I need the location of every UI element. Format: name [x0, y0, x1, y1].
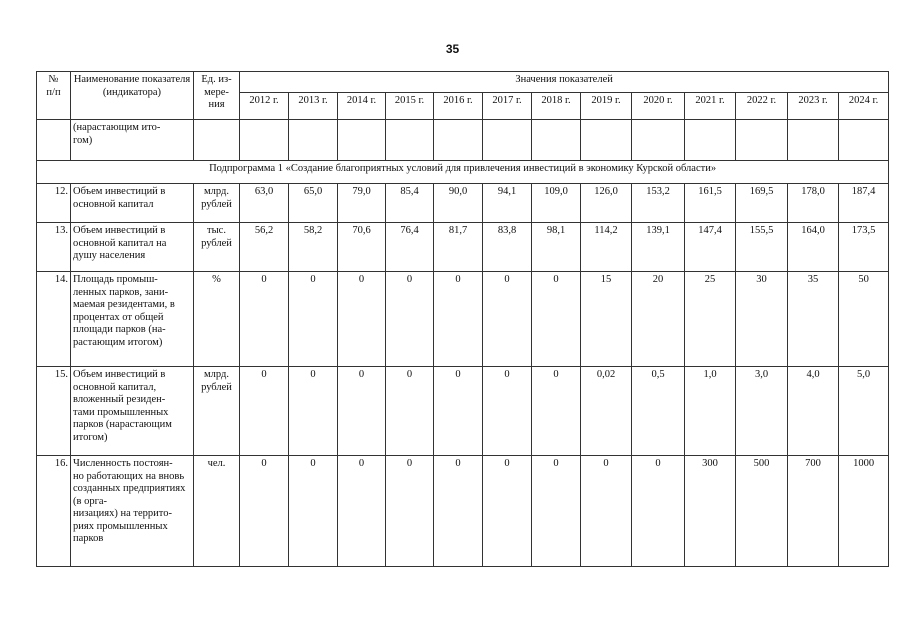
value-cell: 126,0	[581, 184, 632, 223]
value-cell: 0	[532, 272, 581, 367]
value-cell: 63,0	[240, 184, 289, 223]
value-cell	[434, 120, 483, 161]
value-cell: 0	[386, 272, 434, 367]
value-cell: 35	[788, 272, 839, 367]
value-cell: 50	[839, 272, 889, 367]
value-cell: 139,1	[632, 223, 685, 272]
value-cell	[632, 120, 685, 161]
value-cell: 155,5	[736, 223, 788, 272]
header-year: 2014 г.	[338, 93, 386, 120]
row-unit: тыс. рублей	[194, 223, 240, 272]
value-cell: 0	[338, 367, 386, 456]
value-cell	[685, 120, 736, 161]
value-cell	[289, 120, 338, 161]
value-cell: 30	[736, 272, 788, 367]
value-cell: 79,0	[338, 184, 386, 223]
value-cell: 300	[685, 456, 736, 567]
header-unit-text: Ед. из- мере- ния	[201, 74, 232, 110]
header-name-text: Наименование показателя (индикатора)	[73, 74, 191, 98]
value-cell: 0	[434, 367, 483, 456]
value-cell: 65,0	[289, 184, 338, 223]
indicators-table	[36, 71, 889, 567]
value-cell: 173,5	[839, 223, 889, 272]
header-year: 2021 г.	[685, 93, 736, 120]
value-cell: 98,1	[532, 223, 581, 272]
value-cell: 109,0	[532, 184, 581, 223]
value-cell: 0	[289, 456, 338, 567]
value-cell: 85,4	[386, 184, 434, 223]
table-row	[37, 223, 889, 272]
value-cell: 0	[240, 272, 289, 367]
header-year: 2019 г.	[581, 93, 632, 120]
header-year: 2020 г.	[632, 93, 685, 120]
row-name-cell	[71, 120, 194, 161]
value-cell: 0	[338, 272, 386, 367]
table-row	[37, 184, 889, 223]
value-cell: 58,2	[289, 223, 338, 272]
value-cell	[338, 120, 386, 161]
value-cell: 0	[483, 367, 532, 456]
subprogram-title: Подпрограмма 1 «Создание благоприятных условий для привлечения инвестиций в экономику Курской области»	[37, 161, 889, 184]
value-cell: 83,8	[483, 223, 532, 272]
continuation-row	[37, 120, 889, 161]
value-cell: 0	[532, 456, 581, 567]
header-row	[37, 72, 889, 93]
value-cell: 0,02	[581, 367, 632, 456]
header-year: 2016 г.	[434, 93, 483, 120]
row-name: Площадь промыш- ленных парков, зани- маемая резидентами, в процентах от общей площади парков (на- растающим итогом)	[73, 274, 175, 348]
value-cell: 0	[386, 456, 434, 567]
value-cell: 56,2	[240, 223, 289, 272]
value-cell: 20	[632, 272, 685, 367]
value-cell: 94,1	[483, 184, 532, 223]
value-cell	[483, 120, 532, 161]
row-num: 13.	[37, 223, 71, 272]
header-year: 2015 г.	[386, 93, 434, 120]
value-cell: 164,0	[788, 223, 839, 272]
row-unit-cell	[194, 120, 240, 161]
value-cell: 1,0	[685, 367, 736, 456]
row-num-cell	[37, 120, 71, 161]
value-cell	[386, 120, 434, 161]
value-cell: 147,4	[685, 223, 736, 272]
row-num: 16.	[37, 456, 71, 567]
value-cell: 700	[788, 456, 839, 567]
row-name: Объем инвестиций в основной капитал на душу населения	[71, 223, 194, 272]
header-unit	[194, 72, 240, 120]
value-cell: 3,0	[736, 367, 788, 456]
row-unit: млрд. рублей	[194, 184, 240, 223]
value-cell: 70,6	[338, 223, 386, 272]
value-cell: 0	[386, 367, 434, 456]
value-cell: 0	[434, 272, 483, 367]
row-unit: чел.	[194, 456, 240, 567]
row-unit: млрд. рублей	[194, 367, 240, 456]
value-cell: 0	[338, 456, 386, 567]
value-cell: 4,0	[788, 367, 839, 456]
value-cell: 0	[483, 456, 532, 567]
row-name: Численность постоян- но работающих на вновь созданных предприятиях (в орга- низациях) на террито- риях промышленных парков	[73, 458, 186, 544]
header-values-title: Значения показателей	[240, 72, 889, 93]
value-cell: 0,5	[632, 367, 685, 456]
value-cell: 500	[736, 456, 788, 567]
value-cell: 0	[632, 456, 685, 567]
value-cell: 114,2	[581, 223, 632, 272]
header-year: 2012 г.	[240, 93, 289, 120]
row-name: Объем инвестиций в основной капитал, вложенный резиден- тами промышленных парков (нарастающим итогом)	[73, 369, 172, 443]
header-year: 2022 г.	[736, 93, 788, 120]
value-cell: 5,0	[839, 367, 889, 456]
value-cell	[839, 120, 889, 161]
value-cell: 0	[483, 272, 532, 367]
row-unit: %	[194, 272, 240, 367]
value-cell	[581, 120, 632, 161]
row-num: 14.	[37, 272, 71, 367]
value-cell: 178,0	[788, 184, 839, 223]
value-cell: 161,5	[685, 184, 736, 223]
value-cell: 76,4	[386, 223, 434, 272]
value-cell	[240, 120, 289, 161]
value-cell: 90,0	[434, 184, 483, 223]
header-name	[71, 72, 194, 120]
subprogram-row	[37, 161, 889, 184]
value-cell: 153,2	[632, 184, 685, 223]
value-cell: 0	[240, 456, 289, 567]
value-cell	[532, 120, 581, 161]
row-name-cell	[71, 456, 194, 567]
header-year: 2023 г.	[788, 93, 839, 120]
table-row	[37, 272, 889, 367]
row-num: 12.	[37, 184, 71, 223]
table-row	[37, 456, 889, 567]
value-cell	[736, 120, 788, 161]
value-cell: 0	[289, 272, 338, 367]
value-cell: 0	[289, 367, 338, 456]
value-cell: 1000	[839, 456, 889, 567]
row-name-cell	[71, 367, 194, 456]
row-name-text: (нарастающим ито- гом)	[73, 122, 161, 146]
value-cell: 15	[581, 272, 632, 367]
value-cell: 0	[240, 367, 289, 456]
row-num: 15.	[37, 367, 71, 456]
value-cell: 81,7	[434, 223, 483, 272]
page-number: 35	[445, 42, 460, 56]
row-name: Объем инвестиций в основной капитал	[71, 184, 194, 223]
header-num-text: № п/п	[46, 74, 61, 98]
table-row	[37, 367, 889, 456]
header-year: 2013 г.	[289, 93, 338, 120]
header-year: 2024 г.	[839, 93, 889, 120]
header-year: 2018 г.	[532, 93, 581, 120]
value-cell	[788, 120, 839, 161]
header-year: 2017 г.	[483, 93, 532, 120]
value-cell: 0	[532, 367, 581, 456]
value-cell: 187,4	[839, 184, 889, 223]
value-cell: 0	[581, 456, 632, 567]
value-cell: 0	[434, 456, 483, 567]
value-cell: 25	[685, 272, 736, 367]
header-num	[37, 72, 71, 120]
value-cell: 169,5	[736, 184, 788, 223]
row-name-cell	[71, 272, 194, 367]
